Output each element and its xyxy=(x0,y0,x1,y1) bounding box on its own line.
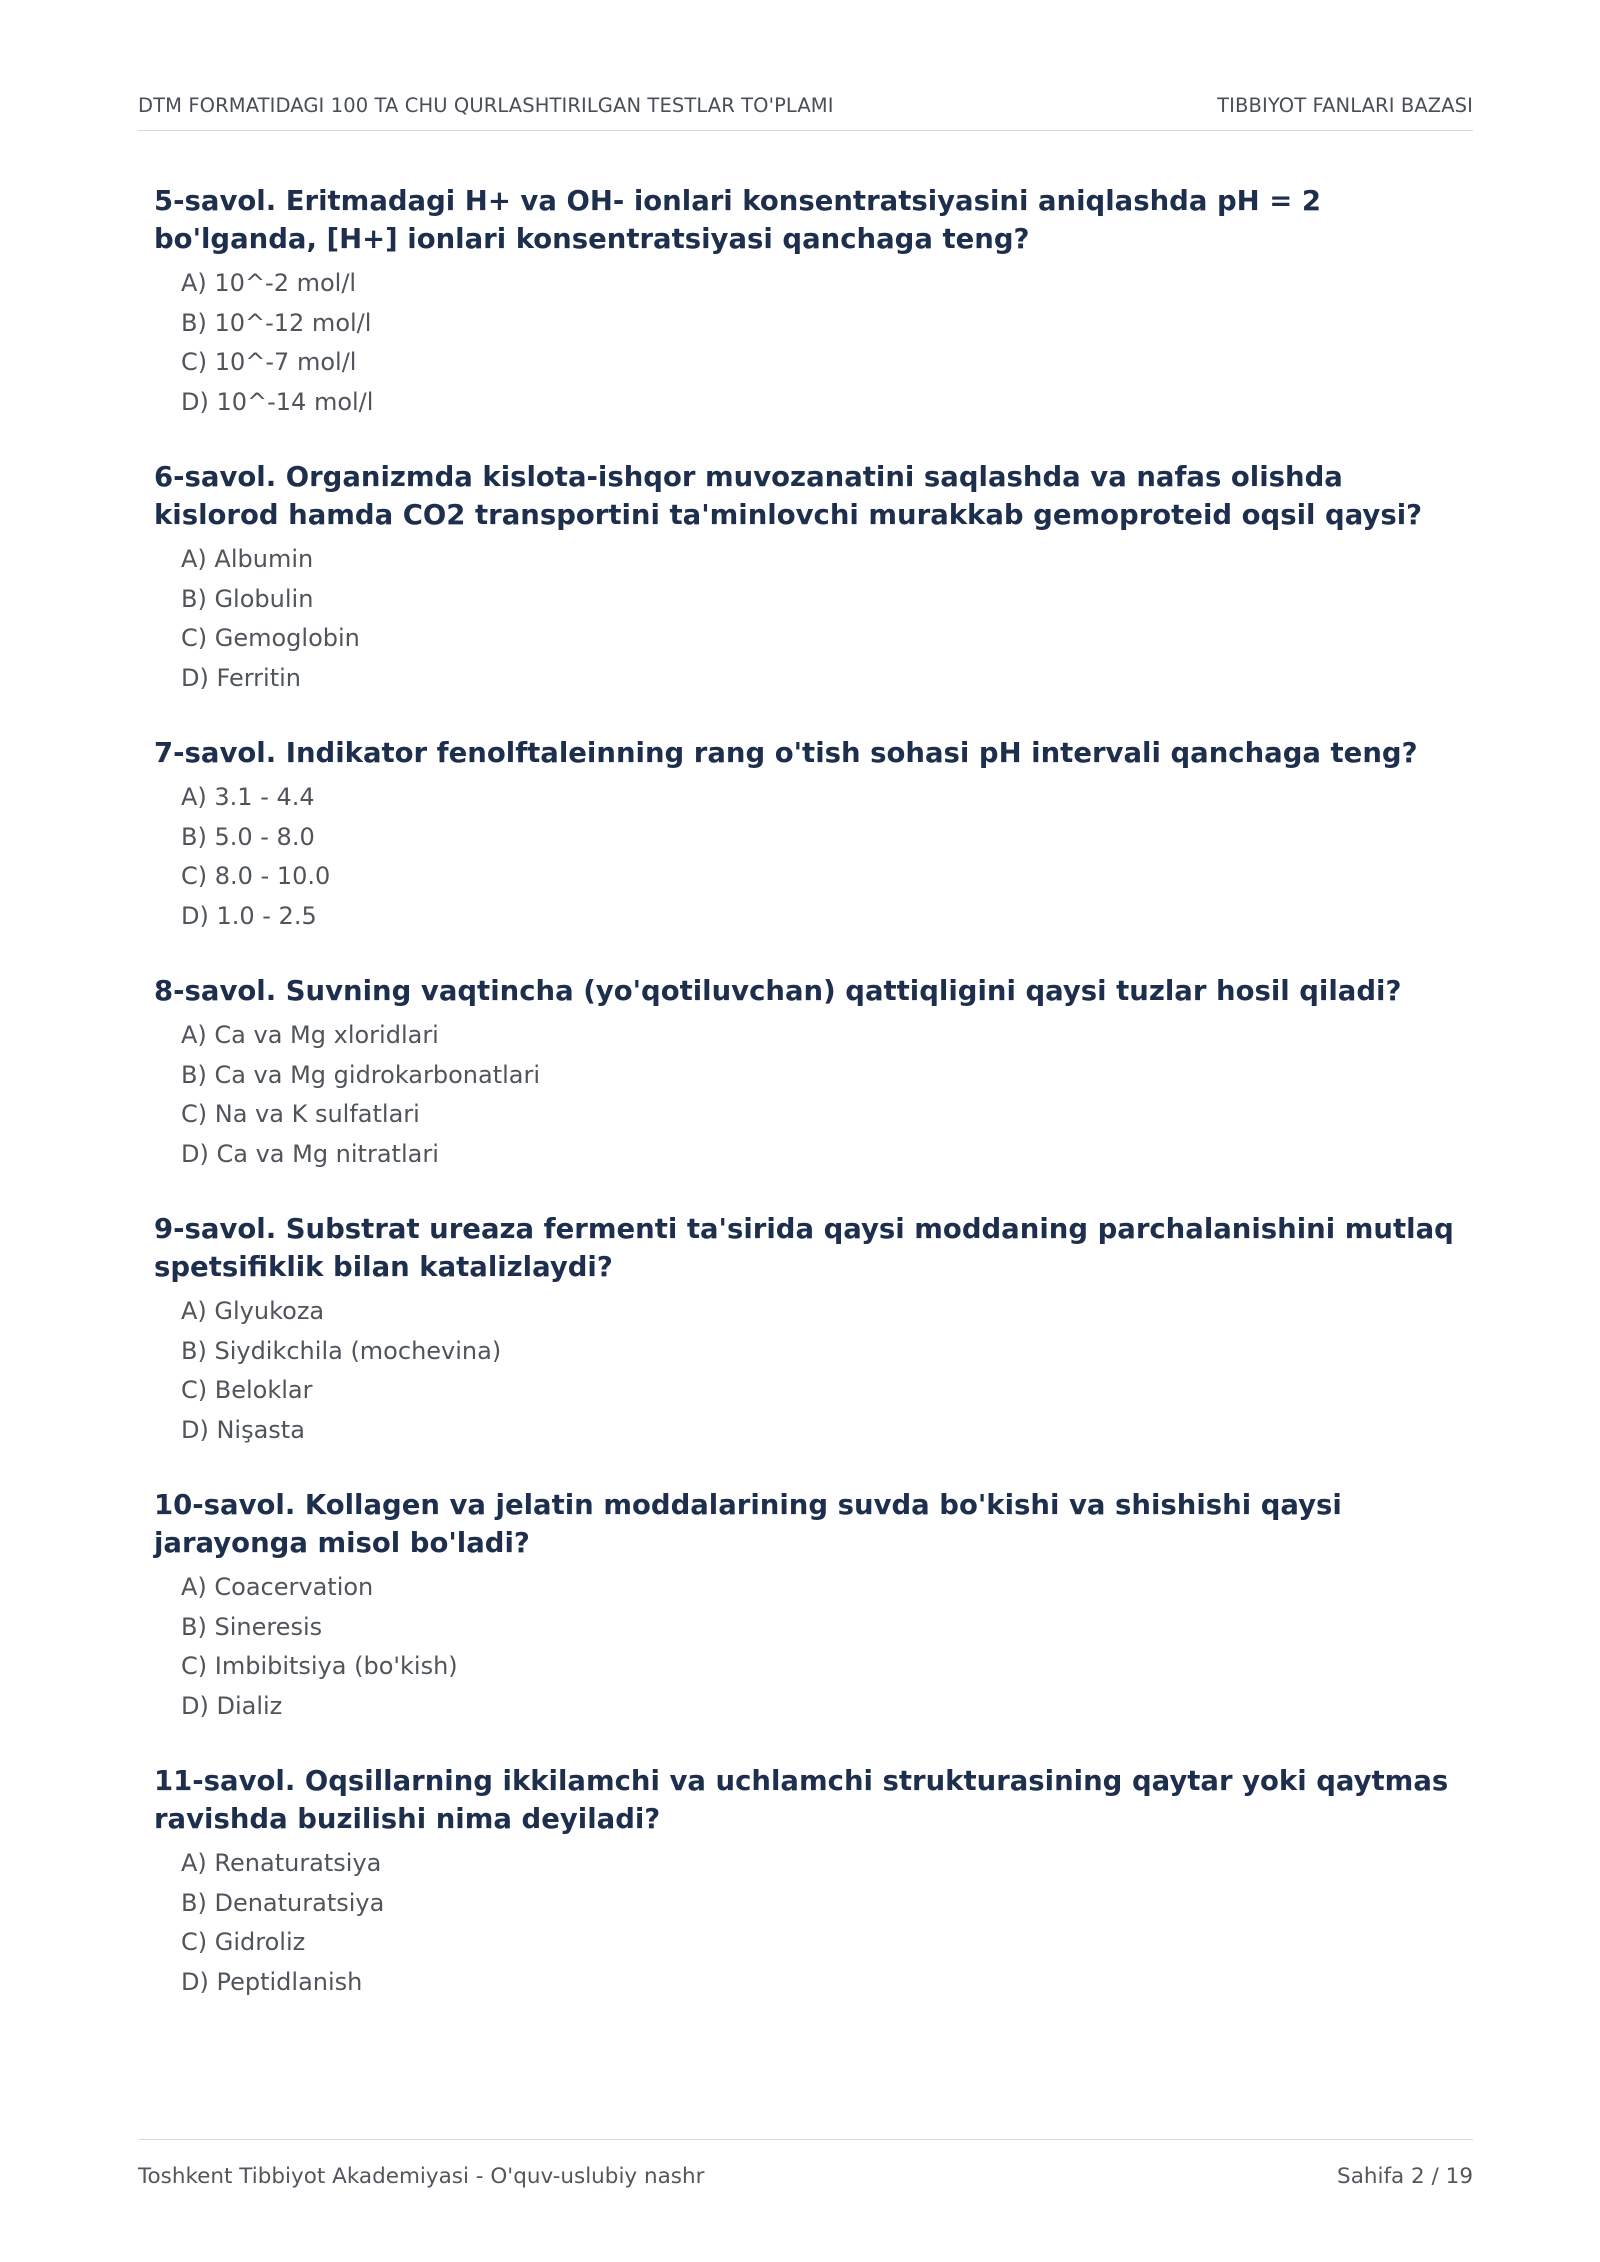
answer-options xyxy=(154,540,1473,698)
answer-options xyxy=(154,1568,1473,1726)
page-number: Sahifa 2 / 19 xyxy=(1337,2164,1473,2189)
footer-publisher: Toshkent Tibbiyot Akademiyasi - O'quv-uslubiy nashr xyxy=(138,2164,705,2189)
answer-option: A) 10^-2 mol/l xyxy=(181,269,357,297)
answer-options xyxy=(154,1016,1473,1174)
answer-option: A) Albumin xyxy=(181,545,314,573)
header-subject: TIBBIYOT FANLARI BAZASI xyxy=(1217,94,1473,117)
answer-option: C) Beloklar xyxy=(181,1376,313,1404)
question-title: 11-savol. Oqsillarning ikkilamchi va uchlamchi strukturasining qaytar yoki qaytmas ravishda buzilishi nima deyiladi? xyxy=(154,1765,1449,1835)
answer-option: A) Glyukoza xyxy=(181,1297,325,1325)
answer-option: D) 1.0 - 2.5 xyxy=(181,901,317,930)
answer-option: B) Siydikchila (mochevina) xyxy=(181,1336,502,1365)
question-item xyxy=(154,734,1473,936)
question-item xyxy=(154,1762,1473,2002)
question-title: 10-savol. Kollagen va jelatin moddalarining suvda bo'kishi va shishishi qaysi jarayonga misol bo'ladi? xyxy=(154,1489,1342,1559)
answer-option: A) 3.1 - 4.4 xyxy=(181,783,315,811)
answer-option: C) 10^-7 mol/l xyxy=(181,348,357,376)
question-item xyxy=(154,1486,1473,1726)
answer-option: D) Ferritin xyxy=(181,663,301,692)
answer-option: B) Denaturatsiya xyxy=(181,1888,385,1917)
answer-options xyxy=(154,264,1473,422)
answer-option: A) Renaturatsiya xyxy=(181,1849,382,1877)
question-item xyxy=(154,458,1473,698)
question-item xyxy=(154,1210,1473,1450)
question-title: 6-savol. Organizmda kislota-ishqor muvozanatini saqlashda va nafas olishda kislorod hamda CO2 transportini ta'minlovchi murakkab gemoproteid oqsil qaysi? xyxy=(154,461,1423,531)
answer-option: D) 10^-14 mol/l xyxy=(181,387,374,416)
page-footer xyxy=(138,2139,1473,2189)
answer-option: A) Ca va Mg xloridlari xyxy=(181,1021,439,1049)
answer-options xyxy=(154,1844,1473,2002)
question-title: 5-savol. Eritmadagi H+ va OH- ionlari konsentratsiyasini aniqlashda pH = 2 bo'lganda, [H+] ionlari konsentratsiyasi qanchaga teng? xyxy=(154,185,1322,255)
answer-option: D) Peptidlanish xyxy=(181,1967,363,1996)
answer-option: B) Ca va Mg gidrokarbonatlari xyxy=(181,1060,541,1089)
answer-option: D) Ca va Mg nitratlari xyxy=(181,1139,439,1168)
questions-list xyxy=(154,182,1473,2038)
answer-options xyxy=(154,1292,1473,1450)
answer-option: B) 10^-12 mol/l xyxy=(181,308,372,337)
question-title: 8-savol. Suvning vaqtincha (yo'qotiluvchan) qattiqligini qaysi tuzlar hosil qiladi? xyxy=(154,975,1402,1007)
answer-option: C) Na va K sulfatlari xyxy=(181,1100,420,1128)
answer-option: D) Nişasta xyxy=(181,1415,305,1444)
answer-option: A) Coacervation xyxy=(181,1573,374,1601)
question-title: 9-savol. Substrat ureaza fermenti ta'sirida qaysi moddaning parchalanishini mutlaq spetsifiklik bilan katalizlaydi? xyxy=(154,1213,1454,1283)
answer-option: C) Gemoglobin xyxy=(181,624,360,652)
question-item xyxy=(154,182,1473,422)
answer-option: C) 8.0 - 10.0 xyxy=(181,862,331,890)
answer-option: C) Gidroliz xyxy=(181,1928,306,1956)
answer-options xyxy=(154,778,1473,936)
answer-option: B) Globulin xyxy=(181,584,314,613)
answer-option: D) Dializ xyxy=(181,1691,283,1720)
answer-option: B) Sineresis xyxy=(181,1612,323,1641)
question-title: 7-savol. Indikator fenolftaleinning rang o'tish sohasi pH intervali qanchaga teng? xyxy=(154,737,1418,769)
question-item xyxy=(154,972,1473,1174)
header-title: DTM FORMATIDAGI 100 TA CHU QURLASHTIRILGAN TESTLAR TO'PLAMI xyxy=(138,94,834,117)
page-header xyxy=(138,94,1473,131)
answer-option: C) Imbibitsiya (bo'kish) xyxy=(181,1652,458,1680)
answer-option: B) 5.0 - 8.0 xyxy=(181,822,315,851)
